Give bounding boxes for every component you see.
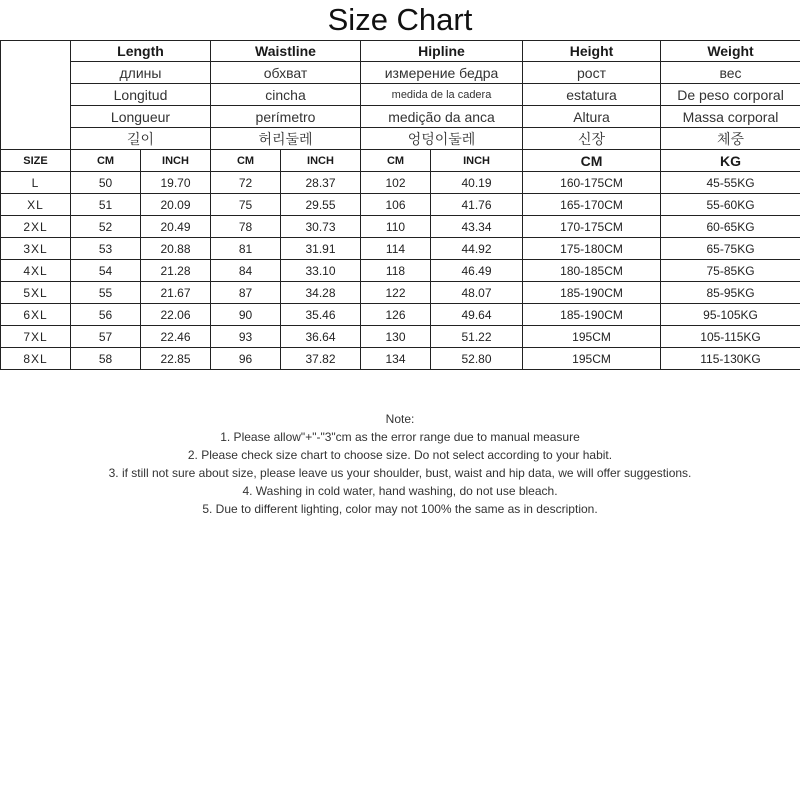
hip-inch-cell: 48.07 xyxy=(431,282,523,304)
size-unit: SIZE xyxy=(1,150,71,172)
waist-cm-cell: 87 xyxy=(211,282,281,304)
size-cell: 4XL xyxy=(1,260,71,282)
weight-cell: 95-105KG xyxy=(661,304,800,326)
waist-cm-cell: 93 xyxy=(211,326,281,348)
waistline-ru: обхват xyxy=(211,62,361,84)
table-row xyxy=(1,326,800,348)
hip-cm-cell: 118 xyxy=(361,260,431,282)
hip-inch-cell: 41.76 xyxy=(431,194,523,216)
notes-section xyxy=(0,410,800,518)
weight-cell: 65-75KG xyxy=(661,238,800,260)
length-cm-cell: 57 xyxy=(71,326,141,348)
size-cell: L xyxy=(1,172,71,194)
waistline-fr: perímetro xyxy=(211,106,361,128)
size-cell: 3XL xyxy=(1,238,71,260)
weight-cell: 55-60KG xyxy=(661,194,800,216)
waist-inch-cell: 31.91 xyxy=(281,238,361,260)
height-fr: Altura xyxy=(523,106,661,128)
waist-inch-cell: 35.46 xyxy=(281,304,361,326)
page-title: Size Chart xyxy=(327,2,473,37)
weight-cell: 60-65KG xyxy=(661,216,800,238)
header-row-ru xyxy=(1,62,800,84)
height-es: estatura xyxy=(523,84,661,106)
size-cell: XL xyxy=(1,194,71,216)
length-inch-cell: 22.46 xyxy=(141,326,211,348)
length-inch-cell: 21.28 xyxy=(141,260,211,282)
table-row xyxy=(1,260,800,282)
length-inch-cell: 20.09 xyxy=(141,194,211,216)
height-cell: 160-175CM xyxy=(523,172,661,194)
table-row xyxy=(1,348,800,370)
hip-cm-cell: 110 xyxy=(361,216,431,238)
waistline-header: Waistline xyxy=(211,41,361,62)
hip-cm-cell: 122 xyxy=(361,282,431,304)
waist-inch-cell: 36.64 xyxy=(281,326,361,348)
header-row-ko xyxy=(1,128,800,150)
corner-cell xyxy=(1,41,71,150)
waist-cm-cell: 84 xyxy=(211,260,281,282)
length-cm-cell: 53 xyxy=(71,238,141,260)
height-unit: CM xyxy=(523,150,661,172)
weight-fr: Massa corporal xyxy=(661,106,800,128)
hip-inch-cell: 40.19 xyxy=(431,172,523,194)
height-cell: 185-190CM xyxy=(523,304,661,326)
weight-cell: 75-85KG xyxy=(661,260,800,282)
hip-inch-cell: 44.92 xyxy=(431,238,523,260)
waistline-ko: 허리둘레 xyxy=(211,128,361,150)
waist-inch-cell: 33.10 xyxy=(281,260,361,282)
size-cell: 5XL xyxy=(1,282,71,304)
table-row xyxy=(1,304,800,326)
length-inch-cell: 19.70 xyxy=(141,172,211,194)
header-row-es xyxy=(1,84,800,106)
table-row xyxy=(1,238,800,260)
table-row xyxy=(1,282,800,304)
waist-inch-cell: 37.82 xyxy=(281,348,361,370)
length-inch-unit: INCH xyxy=(141,150,211,172)
size-cell: 7XL xyxy=(1,326,71,348)
length-inch-cell: 22.85 xyxy=(141,348,211,370)
height-header: Height xyxy=(523,41,661,62)
hip-cm-cell: 106 xyxy=(361,194,431,216)
header-row-en xyxy=(1,41,800,62)
height-cell: 180-185CM xyxy=(523,260,661,282)
waist-cm-cell: 90 xyxy=(211,304,281,326)
weight-header: Weight xyxy=(661,41,800,62)
waist-cm-unit: CM xyxy=(211,150,281,172)
table-row xyxy=(1,194,800,216)
waist-inch-cell: 30.73 xyxy=(281,216,361,238)
hip-inch-cell: 51.22 xyxy=(431,326,523,348)
waist-inch-unit: INCH xyxy=(281,150,361,172)
length-cm-cell: 54 xyxy=(71,260,141,282)
length-ko: 길이 xyxy=(71,128,211,150)
height-cell: 170-175CM xyxy=(523,216,661,238)
hip-cm-cell: 126 xyxy=(361,304,431,326)
length-inch-cell: 22.06 xyxy=(141,304,211,326)
weight-ko: 체중 xyxy=(661,128,800,150)
hip-cm-unit: CM xyxy=(361,150,431,172)
height-ru: рост xyxy=(523,62,661,84)
hipline-ru: измерение бедра xyxy=(361,62,523,84)
length-cm-cell: 55 xyxy=(71,282,141,304)
waist-cm-cell: 96 xyxy=(211,348,281,370)
waist-inch-cell: 29.55 xyxy=(281,194,361,216)
size-cell: 2XL xyxy=(1,216,71,238)
length-inch-cell: 20.49 xyxy=(141,216,211,238)
weight-cell: 45-55KG xyxy=(661,172,800,194)
length-inch-cell: 21.67 xyxy=(141,282,211,304)
length-cm-cell: 56 xyxy=(71,304,141,326)
waistline-es: cincha xyxy=(211,84,361,106)
weight-unit: KG xyxy=(661,150,800,172)
hip-cm-cell: 130 xyxy=(361,326,431,348)
hip-cm-cell: 102 xyxy=(361,172,431,194)
notes-heading: Note: xyxy=(385,412,415,426)
height-cell: 195CM xyxy=(523,326,661,348)
weight-cell: 115-130KG xyxy=(661,348,800,370)
waist-inch-cell: 34.28 xyxy=(281,282,361,304)
weight-cell: 105-115KG xyxy=(661,326,800,348)
length-cm-cell: 51 xyxy=(71,194,141,216)
note-item: 2. Please check size chart to choose size. Do not select according to your habit. xyxy=(187,448,613,462)
note-item: 3. if still not sure about size, please leave us your shoulder, bust, waist and hip data, we will offer suggestions. xyxy=(108,466,692,480)
length-cm-cell: 50 xyxy=(71,172,141,194)
hip-cm-cell: 114 xyxy=(361,238,431,260)
table-row xyxy=(1,172,800,194)
hip-inch-cell: 43.34 xyxy=(431,216,523,238)
hip-inch-cell: 46.49 xyxy=(431,260,523,282)
length-es: Longitud xyxy=(71,84,211,106)
length-cm-cell: 52 xyxy=(71,216,141,238)
waist-cm-cell: 75 xyxy=(211,194,281,216)
weight-es: De peso corporal xyxy=(661,84,800,106)
height-cell: 185-190CM xyxy=(523,282,661,304)
length-header: Length xyxy=(71,41,211,62)
height-ko: 신장 xyxy=(523,128,661,150)
height-cell: 195CM xyxy=(523,348,661,370)
table-row xyxy=(1,216,800,238)
length-fr: Longueur xyxy=(71,106,211,128)
hip-inch-cell: 49.64 xyxy=(431,304,523,326)
hip-inch-cell: 52.80 xyxy=(431,348,523,370)
note-item: 5. Due to different lighting, color may not 100% the same as in description. xyxy=(202,502,598,516)
note-item: 4. Washing in cold water, hand washing, do not use bleach. xyxy=(242,484,558,498)
hipline-fr: medição da anca xyxy=(361,106,523,128)
header-row-fr xyxy=(1,106,800,128)
waist-cm-cell: 72 xyxy=(211,172,281,194)
hip-inch-unit: INCH xyxy=(431,150,523,172)
hipline-es: medida de la cadera xyxy=(361,84,523,106)
note-item: 1. Please allow"+"-"3"cm as the error range due to manual measure xyxy=(220,430,580,444)
hipline-header: Hipline xyxy=(361,41,523,62)
waist-cm-cell: 81 xyxy=(211,238,281,260)
hip-cm-cell: 134 xyxy=(361,348,431,370)
length-cm-unit: CM xyxy=(71,150,141,172)
length-ru: длины xyxy=(71,62,211,84)
waist-inch-cell: 28.37 xyxy=(281,172,361,194)
hipline-ko: 엉덩이둘레 xyxy=(361,128,523,150)
size-chart-table xyxy=(0,40,800,370)
length-inch-cell: 20.88 xyxy=(141,238,211,260)
weight-cell: 85-95KG xyxy=(661,282,800,304)
weight-ru: вес xyxy=(661,62,800,84)
size-cell: 6XL xyxy=(1,304,71,326)
length-cm-cell: 58 xyxy=(71,348,141,370)
size-cell: 8XL xyxy=(1,348,71,370)
height-cell: 175-180CM xyxy=(523,238,661,260)
waist-cm-cell: 78 xyxy=(211,216,281,238)
unit-row xyxy=(1,150,800,172)
height-cell: 165-170CM xyxy=(523,194,661,216)
